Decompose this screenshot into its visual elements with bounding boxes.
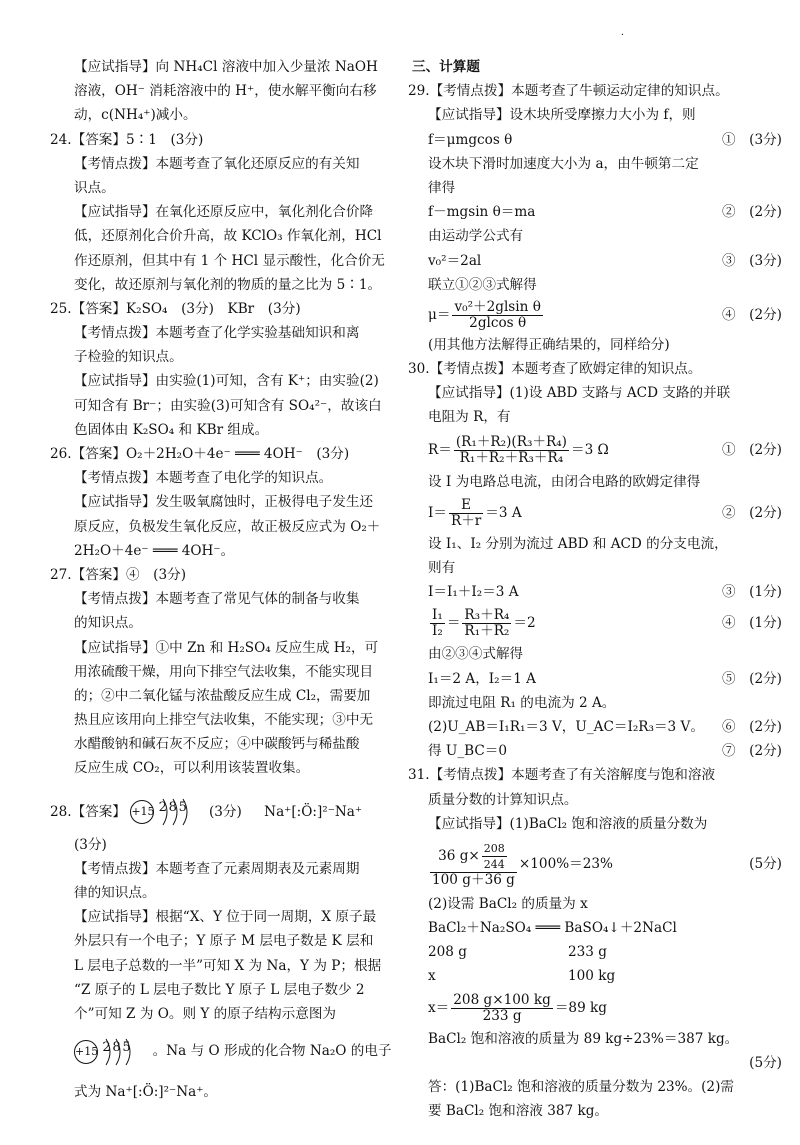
equation-line (412, 1051, 782, 1075)
numerator: 208 g×100 kg (453, 991, 551, 1008)
text-line: 个”可知 Z 为 O。则 Y 的原子结构示意图为 (74, 1005, 337, 1022)
equation-line (412, 494, 782, 532)
equation-line (412, 200, 782, 224)
text-line: 【应试指导】设木块所受摩擦力大小为 f，则 (428, 107, 696, 124)
equation-line (412, 128, 782, 152)
shell-count: 8 (112, 1039, 121, 1055)
denominator: 100 g＋36 g (432, 871, 515, 888)
text-line: (用其他方法解得正确结果的，同样给分) (428, 336, 670, 353)
text-line: 即流过电阻 R₁ 的电流为 2 A。 (428, 694, 616, 711)
mass-value: 233 g (568, 944, 607, 961)
text-line: 水醋酸钠和碱石灰不反应；④中碳酸钙与稀盐酸 (74, 736, 360, 753)
atom-diagram-line (74, 1034, 396, 1068)
mass-value: x (428, 968, 436, 985)
shell-count: 2 (158, 800, 167, 816)
text-line: 29.【考情点拨】本题考查了牛顿运动定律的知识点。 (408, 83, 729, 100)
text-line: 【应试指导】(1)设 ABD 支路与 ACD 支路的并联 (428, 385, 731, 402)
atom-nucleus: +15 (130, 800, 154, 824)
answer-24: 24.【答案】5∶1 (3分) (50, 131, 204, 148)
equation: f－mgsin θ＝ma (428, 204, 536, 221)
text-line: 【应试指导】①中 Zn 和 H₂SO₄ 反应生成 H₂，可 (74, 639, 379, 656)
score-mark: ⑥ (2分) (721, 718, 782, 735)
fraction (454, 435, 569, 466)
numerator-part: 36 g× (438, 847, 480, 864)
equation-line (412, 430, 782, 470)
score: (3分) (74, 836, 107, 853)
equation-line (412, 836, 782, 892)
text-line: 则有 (428, 560, 456, 576)
text-line: 溶液，OH⁻ 消耗溶液中的 H⁺，使水解平衡向右移 (74, 83, 377, 100)
numerator: R₃＋R₄ (464, 607, 510, 624)
electron-shells (102, 1037, 148, 1067)
text-line: 设 I₁、I₂ 分别为流过 ABD 和 ACD 的分支电流， (428, 535, 728, 552)
denominator: 2glcos θ (469, 314, 527, 331)
equation: x＝ (428, 999, 450, 1016)
equation: μ＝ (428, 306, 451, 323)
denominator: R₁＋R₂ (464, 623, 510, 640)
reaction-equation: BaCl₂＋Na₂SO₄ ═══ BaSO₄↓＋2NaCl (428, 920, 677, 937)
left-column (50, 55, 396, 1104)
text-line: 【考情点拨】本题考查了氧化还原反应的有关知 (74, 155, 360, 172)
equation: ＝89 kg (554, 999, 607, 1016)
answer-28 (50, 795, 396, 829)
score-mark: (5分) (749, 1054, 782, 1071)
fraction (452, 300, 542, 331)
shell-count: 8 (168, 800, 177, 816)
electron-formula: Na⁺[:Ö:]²⁻Na⁺ (264, 803, 363, 820)
text-line: 由运动学公式有 (428, 228, 524, 245)
text-line: 的知识点。 (74, 615, 142, 632)
equation: f＝μmgcos θ (428, 131, 513, 148)
text-line: 反应生成 CO₂，可以利用该装置收集。 (74, 760, 310, 777)
text-line: 变化，故还原剂与氧化剂的物质的量之比为 5∶1。 (74, 276, 382, 293)
equation-line (412, 667, 782, 691)
page-mark: · (620, 30, 624, 41)
text-line: 质量分数的计算知识点。 (428, 791, 578, 808)
answer-26: 26.【答案】O₂＋2H₂O＋4e⁻ ═══ 4OH⁻ (3分) (50, 446, 350, 462)
fraction (449, 498, 483, 529)
text-line: 律得 (428, 179, 456, 196)
score-mark: ⑦ (2分) (721, 743, 782, 760)
text-line: 动，c(NH₄⁺)减小。 (74, 107, 197, 124)
text-line: 子检验的知识点。 (74, 349, 183, 366)
score-mark: ② (2分) (721, 204, 782, 221)
text-line: 【应试指导】根据“X、Y 位于同一周期，X 原子最 (74, 909, 377, 926)
fraction (430, 608, 445, 639)
section-title: 三、计算题 (412, 59, 480, 75)
text-line: 原反应，负极发生氧化反应，故正极反应式为 O₂＋ (74, 518, 381, 535)
denominator: I₂ (432, 623, 443, 640)
equation: I＝I₁＋I₂＝3 A (428, 584, 519, 601)
score-mark: ① (2分) (721, 441, 782, 458)
answer-label: 28.【答案】 (50, 803, 126, 820)
text-line: 【考情点拨】本题考查了元素周期表及元素周期 (74, 860, 360, 877)
numerator: E (449, 498, 483, 514)
text-line: 设 I 为电路总电流，由闭合电路的欧姆定律得 (428, 473, 701, 490)
score-mark: ③ (1分) (721, 584, 782, 601)
denominator: 233 g (482, 1007, 522, 1024)
text-line: 31.【考情点拨】本题考查了有关溶解度与饱和溶液 (408, 767, 716, 784)
score-mark: (5分) (749, 855, 782, 872)
numerator: (R₁＋R₂)(R₃＋R₄) (455, 433, 567, 450)
text-line: 可知含有 Br⁻；由实验(3)可知含有 SO₄²⁻，故该白 (74, 397, 382, 414)
text-line: 答：(1)BaCl₂ 饱和溶液的质量分数为 23%。(2)需 (428, 1079, 734, 1095)
equation-line (412, 715, 782, 739)
score: (3分) (208, 803, 242, 820)
text-line: 电阻为 R，有 (428, 409, 511, 426)
equation: ＝2 (513, 615, 536, 632)
text-line: 律的知识点。 (74, 885, 156, 901)
text-line: L 层电子总数的一半”可知 X 为 Na，Y 为 P；根据 (74, 957, 382, 974)
text-line: 的；②中二氧化锰与浓盐酸反应生成 Cl₂，需要加 (74, 687, 371, 704)
text-line: 用浓硫酸干燥，用向下排空气法收集，不能实现目 (74, 663, 374, 680)
score-mark: ④ (1分) (721, 615, 782, 632)
text-line: BaCl₂ 饱和溶液的质量为 89 kg÷23%＝387 kg。 (428, 1030, 739, 1047)
text-line: 低，还原剂化合价升高，故 KClO₃ 作氧化剂，HCl (74, 228, 382, 245)
text-line: 【应试指导】向 NH₄Cl 溶液中加入少量浓 NaOH (74, 59, 378, 75)
text-line: 【应试指导】(1)BaCl₂ 饱和溶液的质量分数为 (428, 815, 708, 832)
equation-line (412, 249, 782, 273)
text-line: 色固体由 K₂SO₄ 和 KBr 组成。 (74, 421, 269, 438)
fraction (482, 841, 507, 872)
equation: v₀²＝2al (428, 252, 482, 269)
electron-formula: Na⁺[:Ö:]²⁻Na⁺。 (105, 1084, 217, 1101)
text-line: 要 BaCl₂ 饱和溶液 387 kg。 (428, 1103, 609, 1120)
electron-shells (159, 797, 205, 827)
text-line: 设木块下滑时加速度大小为 a，由牛顿第二定 (428, 155, 699, 172)
score-mark: ⑤ (2分) (721, 670, 782, 687)
text-line: 【考情点拨】本题考查了常见气体的制备与收集 (74, 591, 360, 608)
answer-27: 27.【答案】④ (3分) (50, 566, 187, 583)
denominator: R＋r (450, 512, 482, 529)
numerator: 208 (483, 841, 505, 855)
text-line: 【应试指导】在氧化还原反应中，氧化剂化合价降 (74, 204, 374, 221)
reaction-row (412, 940, 782, 964)
text-line: 【应试指导】发生吸氧腐蚀时，正极得电子发生还 (74, 494, 374, 511)
score-mark: ③ (3分) (721, 252, 782, 269)
text-line (74, 1080, 396, 1104)
score-mark: ④ (2分) (721, 306, 782, 323)
denominator: R₁＋R₂＋R₃＋R₄ (459, 449, 564, 466)
text-line: 热且应该用向上排空气法收集，不能实现；③中无 (74, 712, 374, 729)
equation-line: $\frac{\text{I₁}}{\text{I₂}}$ ＝ $\frac{\text{R₃＋R₄}}{\text{R₁＋R₂}}$ ＝2 ④ (1分) (412, 604, 782, 642)
text-span: 式为 (74, 1084, 102, 1101)
text-line: 联立①②③式解得 (428, 276, 537, 293)
text-line: 识点。 (74, 179, 115, 196)
text-line: 。Na 与 O 形成的化合物 Na₂O 的电子 (152, 1043, 392, 1060)
numerator: I₁ (432, 607, 443, 624)
fraction (451, 993, 553, 1024)
text-line: 由②③④式解得 (428, 646, 524, 663)
right-column (408, 55, 782, 1123)
denominator: 244 (483, 857, 505, 871)
shell-count: 5 (122, 1039, 131, 1055)
text-line: 作还原剂，但其中有 1 个 HCl 显示酸性，化合价无 (74, 252, 385, 269)
shell-count: 5 (178, 800, 187, 816)
mass-value: 208 g (428, 944, 467, 961)
equation-line (412, 739, 782, 763)
text-line: 【考情点拨】本题考查了化学实验基础知识和离 (74, 325, 360, 342)
equation: I＝ (428, 504, 447, 521)
equation: I₁＝2 A，I₂＝1 A (428, 670, 536, 687)
shell-count: 2 (102, 1039, 111, 1055)
text-line: “Z 原子的 L 层电子数比 Y 原子 L 层电子数少 2 (74, 981, 365, 998)
fraction (430, 841, 517, 888)
score-mark: ② (2分) (721, 504, 782, 521)
numerator: v₀²＋2glsin θ (454, 298, 541, 315)
equation-line (412, 297, 782, 333)
numerator (430, 841, 517, 873)
text-line: 30.【考情点拨】本题考查了欧姆定律的知识点。 (408, 361, 702, 378)
atom-nucleus: +15 (74, 1040, 98, 1064)
score-mark: ① (3分) (721, 131, 782, 148)
equation: ＝3 Ω (570, 441, 609, 458)
equation-line (412, 580, 782, 604)
equation-line (412, 989, 782, 1027)
equation: R＝ (428, 441, 452, 458)
text-line: 【应试指导】由实验(1)可知，含有 K⁺；由实验(2) (74, 373, 379, 390)
fraction (462, 608, 511, 639)
text-line: (2)设需 BaCl₂ 的质量为 x (428, 895, 588, 912)
text-line: 外层只有一个电子；Y 原子 M 层电子数是 K 层和 (74, 933, 374, 950)
equation: (2)U_AB＝I₁R₁＝3 V，U_AC＝I₂R₃＝3 V。 (428, 718, 704, 735)
text-line: 2H₂O＋4e⁻ ═══ 4OH⁻。 (74, 542, 235, 559)
equation: ×100%＝23% (518, 855, 613, 872)
mass-value: 100 kg (568, 968, 616, 985)
answer-25: 25.【答案】K₂SO₄ (3分) KBr (3分) (50, 300, 301, 317)
text-line: 【考情点拨】本题考查了电化学的知识点。 (74, 470, 333, 487)
reaction-row (412, 964, 782, 988)
equation: 得 U_BC＝0 (428, 743, 508, 760)
equation: ＝3 A (485, 504, 522, 521)
